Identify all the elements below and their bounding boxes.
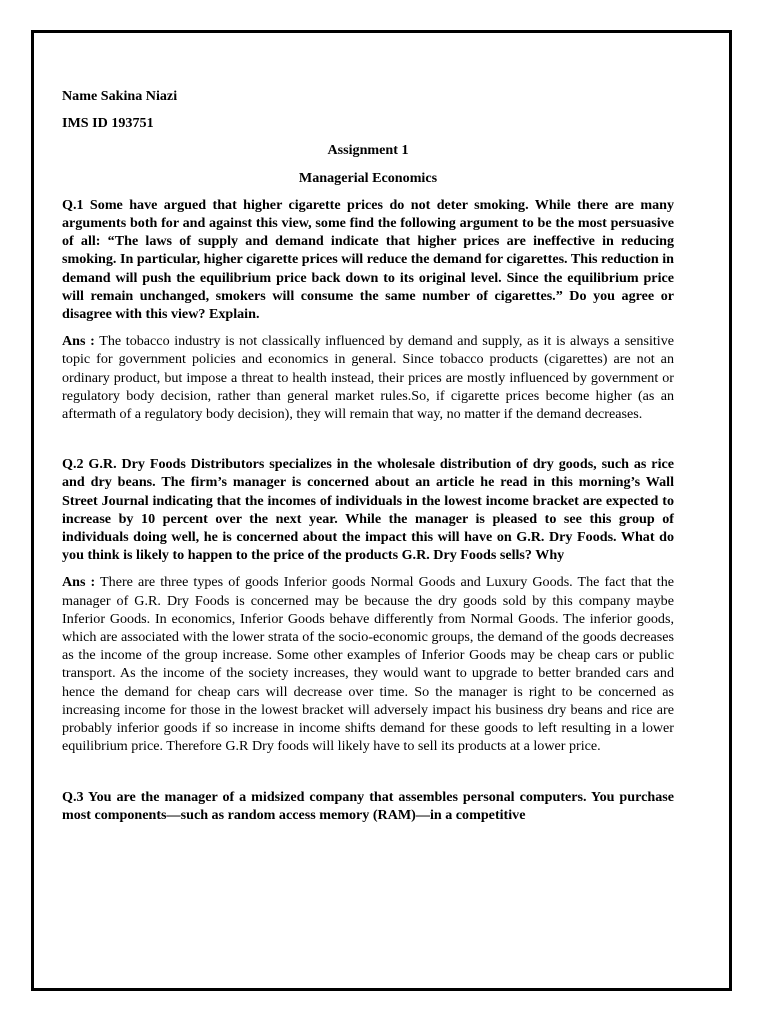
answer-2 bbox=[62, 573, 674, 755]
ims-id: IMS ID 193751 bbox=[62, 115, 154, 132]
answer-2-label: Ans : bbox=[62, 574, 96, 591]
assignment-title: Assignment 1 bbox=[327, 142, 409, 159]
answer-1-text: The tobacco industry is not classically influenced by demand and supply, as it is always a sensitive topic for government policies and economics in general. Since tobacco products (cigarettes) are not an ordinary product, but impose a threat to health instead, their prices are mostly influenced by government or regulatory body decision, rather than general market rules.So, if cigarette prices become higher (as an aftermath of a regulatory body decision), they will remain that way, no matter if the demand decreases. bbox=[62, 333, 674, 423]
answer-2-text: There are three types of goods Inferior goods Normal Goods and Luxury Goods. The fact that the manager of G.R. Dry Foods is concerned may be because the dry goods sold by this company maybe Inferior Goods. In economics, Inferior Goods behave differently from Normal Goods. The inferior goods, which are associated with the lower strata of the socio-economic groups, the demand of the goods decreases as the income of the group increase. Some other examples of Inferior Goods may be cheap cars or public transport. As the income of the society increases, they would want to upgrade to better branded cars and hence the demand for cheap cars will decrease over time. So the manager is right to be concerned as increasing income for those in the lowest bracket will adversely impact his business dry beans and rice are probably inferior goods if so increase in income shifts demand for these goods to left resulting in a lower equilibrium price. Therefore G.R Dry foods will likely have to sell its products at a lower price. bbox=[62, 574, 675, 755]
question-3: Q.3 You are the manager of a midsized company that assembles personal computers. You purchase most components—such as random access memory (RAM)—in a competitive bbox=[62, 788, 674, 823]
question-2: Q.2 G.R. Dry Foods Distributors specializes in the wholesale distribution of dry goods, such as rice and dry beans. The firm’s manager is concerned about an article he read in this morning’s Wall Street Journal indicating that the incomes of individuals in the lowest income bracket are expected to increase by 10 percent over the next year. While the manager is pleased to see this group of individuals doing well, he is concerned about the impact this will have on G.R. Dry Foods. What do you think is likely to happen to the price of the products G.R. Dry Foods sells? Why bbox=[62, 456, 674, 564]
document-body bbox=[62, 54, 674, 833]
answer-1-label: Ans : bbox=[62, 333, 95, 350]
question-1: Q.1 Some have argued that higher cigarette prices do not deter smoking. While there are many arguments both for and against this view, some find the following argument to be the most persuasive of all: “The laws of supply and demand indicate that higher prices are ineffective in reducing smoking. In particular, higher cigarette prices will reduce the demand for cigarettes. This reduction in demand will push the equilibrium price back down to its original level. Since the equilibrium price will remain unchanged, smokers will consume the same number of cigarettes.” Do you agree or disagree with this view? Explain. bbox=[62, 196, 674, 323]
course-title: Managerial Economics bbox=[298, 169, 438, 186]
answer-1 bbox=[62, 332, 674, 423]
student-name: Name Sakina Niazi bbox=[62, 88, 178, 104]
